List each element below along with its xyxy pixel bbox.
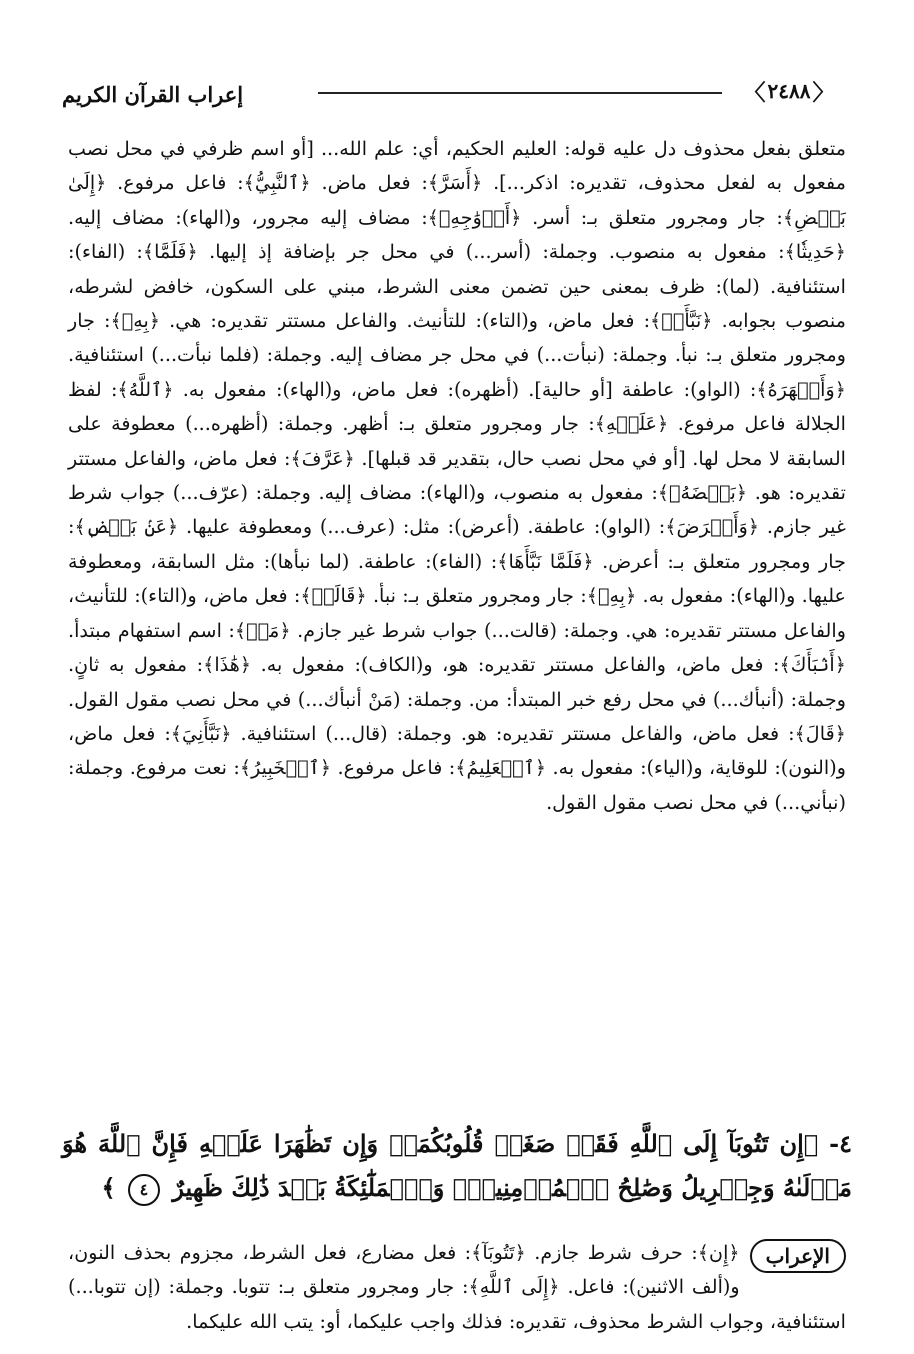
page: [62, 58, 853, 1333]
commentary-paragraph: متعلق بفعل محذوف دل عليه قوله: العليم الحكيم، أي: علم الله... [أو اسم ظرفي في محل نصب مفعول به لفعل محذوف، تقديره: اذكر...]. ﴿أَسَرَّ﴾: فعل ماض. ﴿ٱلنَّبِيُّ﴾: فاعل مرفوع. ﴿إِلَىٰ بَعۡضِ﴾: جار ومجرور متعلق بـ: أسر. ﴿أَزۡوَٰجِهِۦ﴾: مضاف إليه مجرور، و(الهاء): مضاف إليه. ﴿حَدِيثٗا﴾: مفعول به منصوب. وجملة: (أسر...) في محل جر بإضافة إذ إليها. ﴿فَلَمَّا﴾: (الفاء): استئنافية. (لما): ظرف بمعنى حين تضمن معنى الشرط، مبني على السكون، خافض لشرطه، منصوب بجوابه. ﴿نَبَّأَتۡ﴾: فعل ماض، و(التاء): للتأنيث. والفاعل مستتر تقديره: هي. ﴿بِهِۦ﴾: جار ومجرور متعلق بـ: نبأ. وجملة: (نبأت...) في محل جر مضاف إليه. وجملة: (فلما نبأت...) استئنافية. ﴿وَأَظۡهَرَهُ﴾: (الواو): عاطفة [أو حالية]. (أظهره): فعل ماض، و(الهاء): مفعول به. ﴿ٱللَّهُ﴾: لفظ الجلالة فاعل مرفوع. ﴿عَلَيۡهِ﴾: جار ومجرور متعلق بـ: أظهر. وجملة: (أظهره...) معطوفة على السابقة لا محل لها. [أو في محل نصب حال، بتقدير قد قبلها]. ﴿عَرَّفَ﴾: فعل ماض، والفاعل مستتر تقديره: هو. ﴿بَعۡضَهُۥ﴾: مفعول به منصوب، و(الهاء): مضاف إليه. وجملة: (عرّف...) جواب شرط غير جازم. ﴿وَأَعۡرَضَ﴾: (الواو): عاطفة. (أعرض): مثل: (عرف...) ومعطوفة عليها. ﴿عَنۢ بَعۡضٖ﴾: جار ومجرور متعلق بـ: أعرض. ﴿فَلَمَّا نَبَّأَهَا﴾: (الفاء): عاطفة. (لما نبأها): مثل السابقة، ومعطوفة عليها. و(الهاء): مفعول به. ﴿بِهِۦ﴾: جار ومجرور متعلق بـ: نبأ. ﴿قَالَتۡ﴾: فعل ماض، و(التاء): للتأنيث، والفاعل مستتر تقديره: هي. وجملة: (قالت...) جواب شرط غير جازم. ﴿مَنۡ﴾: اسم استفهام مبتدأ. ﴿أَنۢبَأَكَ﴾: فعل ماض، والفاعل مستتر تقديره: هو، و(الكاف): مفعول به. ﴿هَٰذَا﴾: مفعول به ثانٍ. وجملة: (أنبأك...) في محل رفع خبر المبتدأ: من. وجملة: (مَنْ أنبأك...) في محل نصب مقول القول. ﴿قَالَ﴾: فعل ماض، والفاعل مستتر تقديره: هو. وجملة: (قال...) استئنافية. ﴿نَبَّأَنِيَ﴾: فعل ماض، و(النون): للوقاية، و(الياء): مفعول به. ﴿ٱلۡعَلِيمُ﴾: فاعل مرفوع. ﴿ٱلۡخَبِيرُ﴾: نعت مرفوع. وجملة: (نبأني...) في محل نصب مقول القول.: [68, 137, 846, 814]
irab-text: ﴿إِن﴾: حرف شرط جازم. ﴿تَتُوبَآ﴾: فعل مضارع، فعل الشرط، مجزوم بحذف النون، و(ألف الاثنين): فاعل. ﴿إِلَى ٱللَّهِ﴾: جار ومجرور متعلق بـ: تتوبا. وجملة: (إن تتوبا...) استئنافية، وجواب الشرط محذوف، تقديره: فذلك واجب عليكما، أو: يتب الله عليكما.: [68, 1241, 846, 1333]
page-number: ٢٤٨٨: [767, 79, 811, 103]
page-number-box: [734, 74, 844, 108]
verse-closing-bracket: ﴾: [101, 1173, 116, 1202]
quran-verse: [62, 1122, 852, 1210]
ayah-number-icon: ٤: [128, 1174, 160, 1206]
right-ornament-icon: 〉: [743, 79, 766, 106]
left-ornament-icon: 〈: [812, 79, 835, 106]
verse-text: ﴿إِن تَتُوبَآ إِلَى ٱللَّهِ فَقَدۡ صَغَتۡ قُلُوبُكُمَاۖ وَإِن تَظَٰهَرَا عَلَيۡهِ فَإِنَّ ٱللَّهَ هُوَ مَوۡلَىٰهُ وَجِبۡرِيلُ وَصَٰلِحُ ٱلۡمُؤۡمِنِينَۖ وَٱلۡمَلَٰٓئِكَةُ بَعۡدَ ذَٰلِكَ ظَهِيرٌ: [62, 1129, 852, 1202]
irab-section: [68, 1236, 846, 1339]
book-title: إعراب القرآن الكريم: [62, 82, 244, 107]
verse-number: ٤-: [829, 1129, 853, 1158]
page-header: [62, 58, 852, 118]
header-divider: [318, 92, 722, 94]
irab-label: الإعراب: [750, 1239, 846, 1273]
